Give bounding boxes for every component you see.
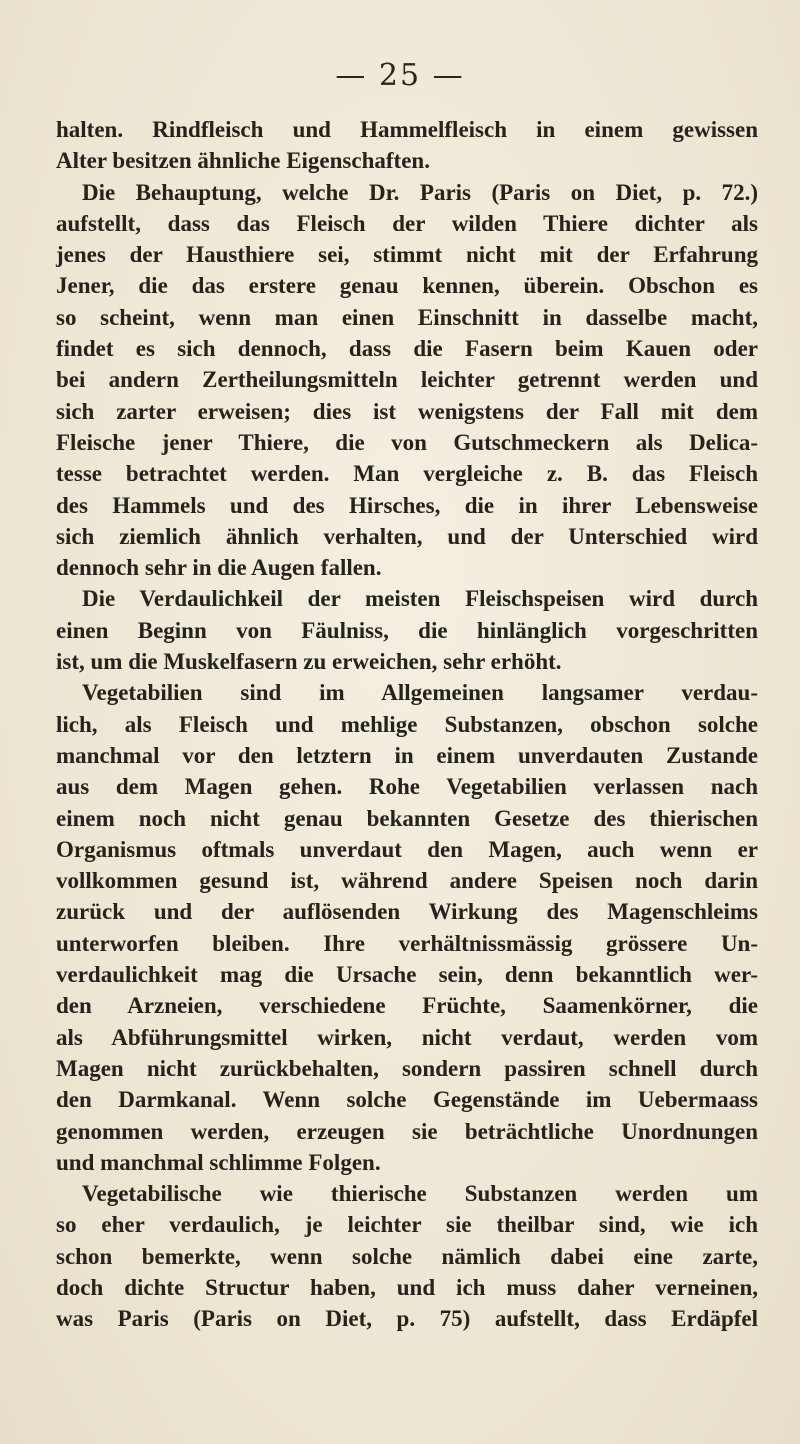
text-line: jenes der Hausthiere sei, stimmt nicht mit der Erfahrung — [56, 242, 758, 268]
text-line: dennoch sehr in die Augen fallen. — [56, 555, 382, 581]
text-line: zurück und der auflösenden Wirkung des Magenschleims — [56, 899, 758, 925]
text-line: und manchmal schlimme Folgen. — [56, 1149, 381, 1175]
text-line: findet es sich dennoch, dass die Fasern beim Kauen oder — [56, 336, 758, 362]
text-line: sich ziemlich ähnlich verhalten, und der Unterschied wird — [56, 523, 758, 549]
text-line: einen Beginn von Fäulniss, die hinlänglich vorgeschritten — [56, 617, 758, 643]
page-number: — 25 — — [335, 58, 465, 93]
text-line: aus dem Magen gehen. Rohe Vegetabilien verlassen nach — [56, 774, 758, 800]
text-line: Magen nicht zurückbehalten, sondern passiren schnell durch — [56, 1055, 758, 1081]
text-line: Organismus oftmals unverdaut den Magen, auch wenn er — [56, 836, 758, 862]
text-line: manchmal vor den letztern in einem unverdauten Zustande — [56, 742, 758, 768]
text-line: den Darmkanal. Wenn solche Gegenstände im Uebermaass — [56, 1087, 758, 1113]
text-line: als Abführungsmittel wirken, nicht verdaut, werden vom — [56, 1024, 758, 1050]
text-line: vollkommen gesund ist, während andere Speisen noch darin — [56, 868, 758, 894]
text-line: Vegetabilien sind im Allgemeinen langsamer verdau- — [82, 680, 758, 706]
text-line: den Arzneien, verschiedene Früchte, Saamenkörner, die — [56, 993, 758, 1019]
text-line: Jener, die das erstere genau kennen, überein. Obschon es — [56, 273, 758, 299]
paragraph — [56, 114, 758, 177]
text-line: schon bemerkte, wenn solche nämlich dabei eine zarte, — [56, 1243, 758, 1269]
text-line: halten. Rindfleisch und Hammelfleisch in einem gewissen — [56, 117, 758, 142]
text-line: Die Behauptung, welche Dr. Paris (Paris on Diet, p. 72.) — [82, 179, 758, 205]
text-line: aufstellt, dass das Fleisch der wilden Thiere dichter als — [56, 210, 758, 236]
text-line: sich zarter erweisen; dies ist wenigstens der Fall mit dem — [56, 398, 758, 424]
text-line: verdaulichkeit mag die Ursache sein, denn bekanntlich wer- — [56, 962, 758, 988]
text-line: was Paris (Paris on Diet, p. 75) aufstellt, dass Erdäpfel — [56, 1306, 758, 1332]
text-line: tesse betrachtet werden. Man vergleiche z. B. das Fleisch — [56, 461, 758, 487]
text-line: Die Verdaulichkeil der meisten Fleischspeisen wird durch — [82, 586, 758, 612]
text-line: lich, als Fleisch und mehlige Substanzen, obschon solche — [56, 711, 758, 737]
text-line: so eher verdaulich, je leichter sie theilbar sind, wie ich — [56, 1212, 758, 1238]
text-line: bei andern Zertheilungsmitteln leichter getrennt werden und — [56, 367, 758, 393]
text-line: genommen werden, erzeugen sie beträchtliche Unordnungen — [56, 1118, 758, 1144]
text-line: unterworfen bleiben. Ihre verhältnissmässig grössere Un- — [56, 930, 758, 956]
text-line: des Hammels und des Hirsches, die in ihrer Lebensweise — [56, 492, 758, 518]
text-line: ist, um die Muskelfasern zu erweichen, sehr erhöht. — [56, 649, 562, 675]
paragraph — [56, 177, 758, 584]
text-line: doch dichte Structur haben, und ich muss daher verneinen, — [56, 1274, 758, 1300]
body-text — [56, 114, 758, 1335]
text-line: so scheint, wenn man einen Einschnitt in dasselbe macht, — [56, 304, 758, 330]
paragraph — [56, 583, 758, 677]
paragraph — [56, 677, 758, 1178]
paragraph — [56, 1178, 758, 1334]
text-line: Fleische jener Thiere, die von Gutschmeckern als Delica- — [56, 429, 758, 455]
text-line: einem noch nicht genau bekannten Gesetze des thierischen — [56, 805, 758, 831]
text-line: Alter besitzen ähnliche Eigenschaften. — [56, 148, 430, 174]
text-line: Vegetabilische wie thierische Substanzen werden um — [82, 1181, 758, 1207]
